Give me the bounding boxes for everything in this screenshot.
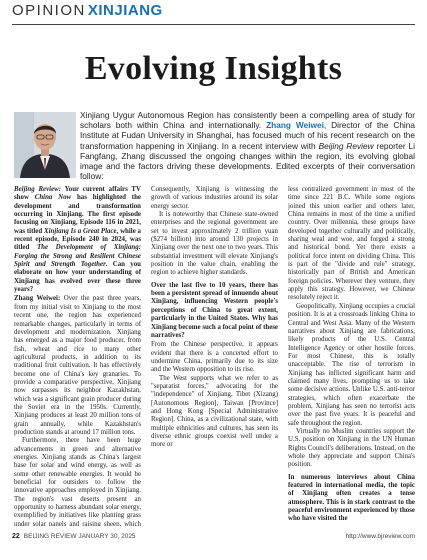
- answer-1: Zhang Weiwei: Over the past three years, from my initial visit to Xinjiang to the most recent one, the region has experienced remarkable changes, particularly in terms of development and modernization. Xinjiang has emerged as a major food producer, from fish, wheat and rice to many other agricultural products, in addition to its traditional fruit cultivation. It has effectively become one of China's key granaries. To provide a comparative perspective, Xinjiang now surpasses its neighbor Kazakhstan, which was a significant grain producer during the Soviet era in the 1950s. Currently, Xinjiang produces at least 20 million tons of grain annually, while Kazakhstan's production stands at around 17 million tons.: [14, 295, 141, 436]
- intro-mid: , Director of the China Institute at Fudan University in Shanghai, has focused much of his recent research on the transformation happening in Xinjiang. In a recent interview with: [80, 120, 415, 151]
- author-portrait: [14, 112, 76, 178]
- intro-tail: reporter Li Fangfang, Zhang discussed the ongoing changes within the region, its evolving global image and the factors driving these developments. Edited excerpts of their conversation follow:: [80, 140, 416, 182]
- issue-line: BEIJING REVIEW JANUARY 30, 2025: [23, 533, 136, 540]
- paragraph: Furthermore, there have been huge advancements in green and alternative energies. Xinjiang stands as China's largest base for solar and wind energy, as well as some other renewable energies. It would be beneficial for outsiders to follow the innovative approaches employed in Xinjiang. The region's vast deserts present an opportunity to harness abundant solar energy, exemplified by initiatives like planting grass under solar panels and raising sheep, which: [14, 437, 141, 526]
- paragraph: Consequently, Xinjiang is witnessing the growth of various industries around its solar energy sector.: [151, 186, 278, 210]
- footer-left: [12, 533, 136, 540]
- article-intro: [80, 110, 415, 181]
- paragraph: Geopolitically, Xinjiang occupies a crucial position. It is at a crossroads linking China to Central and West Asia. Many of the Western narratives about Xinjiang are fabrications, likely products of the U.S. Central Intelligence Agency or other hostile forces. For most Chinese, this is totally unacceptable. The rise of terrorism in Xinjiang has inflicted significant harm and claimed many lives, prompting us to take some decisive actions. Unlike U.S. anti-terror strategies, which often exacerbate the problem, Xinjiang has seen no terrorist acts over the past five years. It is peaceful and safe throughout the region.: [288, 302, 415, 427]
- column-2: [151, 186, 278, 526]
- website-link[interactable]: http://www.bjreview.com: [345, 533, 415, 540]
- paragraph: Virtually no Muslim countries support the U.S. position on Xinjiang in the UN Human Rights Council's deliberations. Instead, on the whole they appreciate and support China's position.: [288, 427, 415, 469]
- paragraph: The West supports what we refer to as "separatist forces," advocating for the "independence" of Xinjiang, Tibet (Xizang) [Autonomous Region], Taiwan [Province] and Hong Kong [Special Administrative Region]. China, as a civilizational state, with multiple ethnicities and cultures, has seen its diverse ethnic groups coexist well under a more or: [151, 374, 278, 449]
- column-1: [14, 186, 141, 526]
- article-body: [14, 186, 416, 526]
- section-label: OPINION: [12, 2, 86, 19]
- page-number: 22: [12, 533, 20, 540]
- paragraph: It is noteworthy that Chinese state-owned enterprises and the regional government are set to invest approximately 2 trillion yuan ($274 billion) into around 130 projects in Xinjiang over the next one to two years. This substantial investment will elevate Xinjiang's position in the value chain, enabling the region to achieve higher standards.: [151, 211, 278, 277]
- section-header: [12, 2, 163, 24]
- publication-name: Beijing Review: [318, 140, 374, 151]
- paragraph: less centralized government in most of the time since 221 B.C. While some regions joined this union earlier and others later, China remains in most of the time a unified country. Over millennia, these groups have developed together culturally and politically, sharing weal and woe, and forged a strong and historical bond. Yet there exists a political force intent on dividing China. This is part of the "divide and rule" strategy, historically part of British and American foreign policies. Wherever they venture, they apply this strategy. However, we Chinese resolutely reject it.: [288, 186, 415, 302]
- question-2: Over the last five to 10 years, there has been a persistent spread of innuendo about Xinjiang, influencing Western people's perceptions of China to great extent, particularly in the United States. Why has Xinjiang become such a focal point of these narratives?: [151, 281, 278, 339]
- intro-lead: Xinjiang Uygur Autonomous Region has consistently been a compelling area of study for scholars both within China and internationally.: [80, 110, 415, 131]
- answer-2: From the Chinese perspective, it appears evident that there is a concerted effort to undermine China, primarily due to its size and the Western opposition to its rise.: [151, 341, 278, 374]
- interviewee-name: Zhang Weiwei: [266, 120, 324, 131]
- page-footer: [12, 533, 415, 540]
- portrait-photo-icon: [14, 112, 76, 178]
- column-3: [288, 186, 415, 526]
- article-title: Evolving Insights: [84, 50, 343, 87]
- question-1: Beijing Review: Your current affairs TV show China Now has highlighted the development and transformation occurring in Xinjiang. The first episode focusing on Xinjiang, Episode 116 in 2021, was titled Xinjiang Is a Great Place, while a recent episode, Episode 240 in 2024, was titled The Development of Xinjiang: Forging the Strong and Resilient Chinese Spirit and Strength Together. Can you elaborate on how your understanding of Xinjiang has evolved over these three years?: [14, 186, 141, 294]
- topic-label: XINJIANG: [87, 2, 163, 19]
- question-3: In numerous interviews about China featured in international media, the topic of Xinjiang often creates a tense atmosphere. This is in stark contrast to the peaceful environment experienced by those who have visited the: [288, 473, 415, 523]
- header-rule: [12, 24, 415, 25]
